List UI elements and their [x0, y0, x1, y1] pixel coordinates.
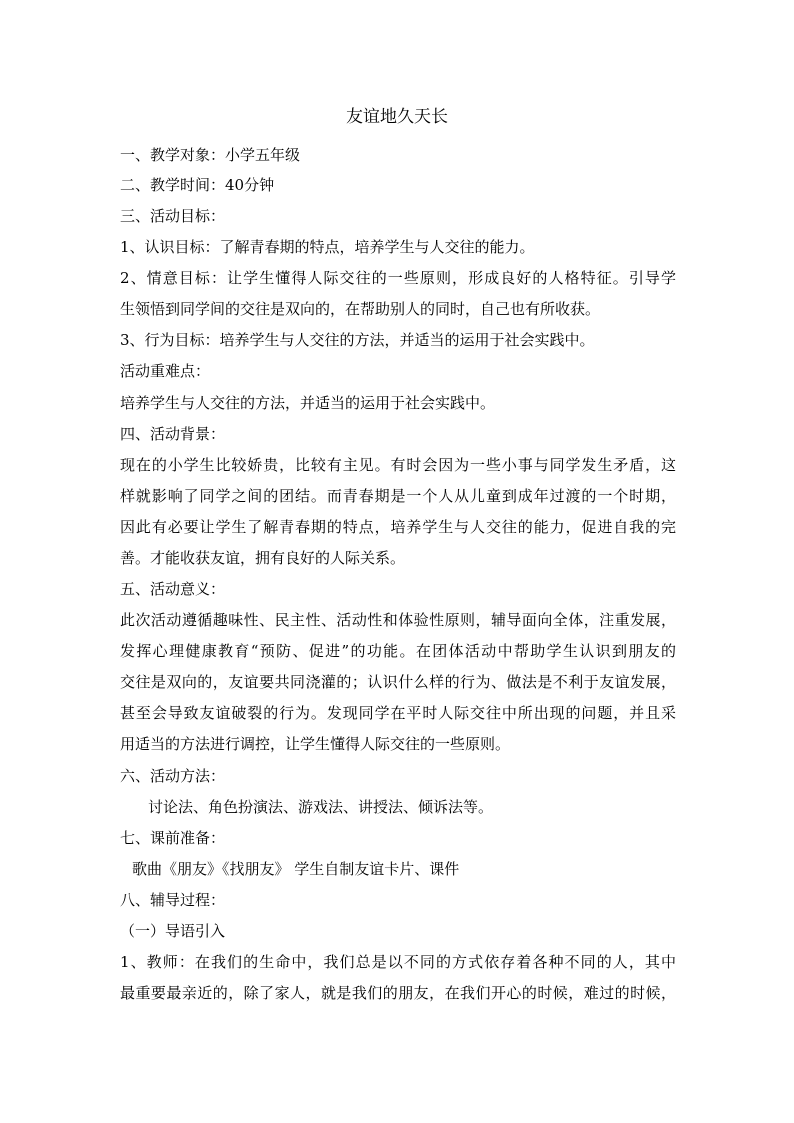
- paragraph-line: 用适当的方法进行调控，让学生懂得人际交往的一些原则。: [120, 735, 511, 753]
- paragraph-line: 3、行为目标：培养学生与人交往的方法，并适当的运用于社会实践中。: [120, 331, 595, 349]
- paragraph-line: 样就影响了同学之间的团结。而青春期是一个人从儿童到成年过渡的一个时期，: [120, 487, 676, 505]
- paragraph-line: 培养学生与人交往的方法，并适当的运用于社会实践中。: [120, 394, 496, 412]
- paragraph-line: 1、认识目标：了解青春期的特点，培养学生与人交往的能力。: [120, 238, 535, 256]
- paragraph-line: 发挥心理健康教育“预防、促进”的功能。在团体活动中帮助学生认识到朋友的: [120, 642, 676, 660]
- section-heading-preparation: 七、课前准备：: [120, 829, 226, 847]
- paragraph-line: 善。才能收获友谊，拥有良好的人际关系。: [120, 549, 406, 567]
- paragraph-line: 因此有必要让学生了解青春期的特点，培养学生与人交往的能力，促进自我的完: [120, 518, 676, 536]
- paragraph-line: 甚至会导致友谊破裂的行为。发现同学在平时人际交往中所出现的问题，并且采: [120, 704, 676, 722]
- section-heading-time: 二、教学时间：40分钟: [120, 176, 275, 194]
- section-heading-target: 一、教学对象：小学五年级: [120, 146, 301, 164]
- section-heading-key-points: 活动重难点：: [120, 362, 211, 380]
- paragraph-line: 生领悟到同学间的交往是双向的，在帮助别人的同时，自己也有所收获。: [120, 300, 601, 318]
- paragraph-line: 此次活动遵循趣味性、民主性、活动性和体验性原则，辅导面向全体，注重发展，: [120, 611, 676, 629]
- section-heading-goals: 三、活动目标：: [120, 207, 226, 225]
- page-title: 友谊地久天长: [346, 107, 448, 127]
- subsection-heading-intro: （一）导语引入: [120, 922, 226, 940]
- paragraph-line: 讨论法、角色扮演法、游戏法、讲授法、倾诉法等。: [148, 798, 494, 816]
- section-heading-background: 四、活动背景：: [120, 425, 226, 443]
- paragraph-line: 歌曲《朋友》《找朋友》 学生自制友谊卡片、课件: [132, 860, 460, 878]
- paragraph-line: 1、教师：在我们的生命中，我们总是以不同的方式依存着各种不同的人，其中: [120, 953, 676, 971]
- section-heading-methods: 六、活动方法：: [120, 767, 226, 785]
- paragraph-line: 交往是双向的，友谊要共同浇灌的；认识什么样的行为、做法是不利于友谊发展，: [120, 673, 676, 691]
- paragraph-line: 2、情意目标：让学生懂得人际交往的一些原则，形成良好的人格特征。引导学: [120, 269, 676, 287]
- section-heading-significance: 五、活动意义：: [120, 580, 226, 598]
- paragraph-line: 最重要最亲近的，除了家人，就是我们的朋友，在我们开心的时候，难过的时候，: [120, 984, 676, 1002]
- paragraph-line: 现在的小学生比较娇贵，比较有主见。有时会因为一些小事与同学发生矛盾，这: [120, 456, 676, 474]
- section-heading-process: 八、辅导过程：: [120, 891, 226, 909]
